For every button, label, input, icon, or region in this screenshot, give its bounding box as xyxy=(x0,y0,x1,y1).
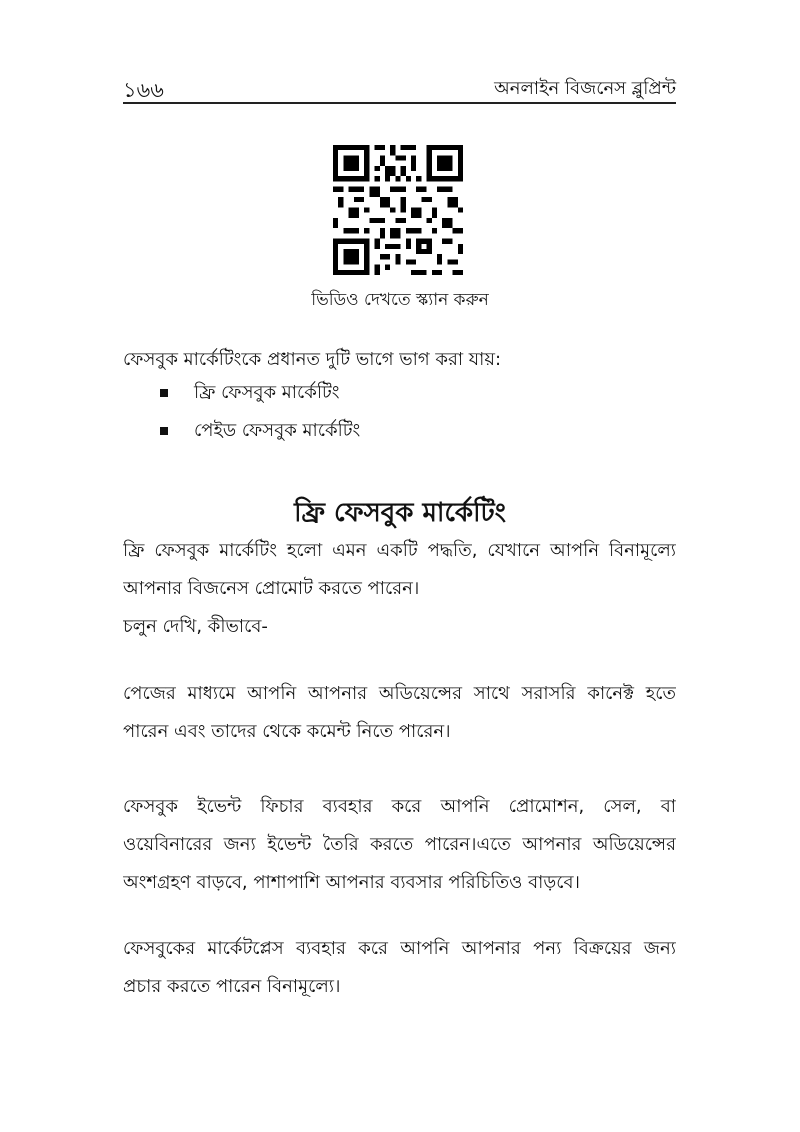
list-item-label: ফ্রি ফেসবুক মার্কেটিং xyxy=(194,382,340,403)
qr-caption: ভিডিও দেখতে স্ক্যান করুন xyxy=(311,290,489,310)
paragraph-line: প্রচার করতে পারেন বিনামূল্যে। xyxy=(123,976,341,997)
qr-code-icon xyxy=(333,145,463,275)
page-header xyxy=(123,72,676,104)
section-heading: ফ্রি ফেসবুক মার্কেটিং xyxy=(294,498,506,528)
paragraph-page xyxy=(123,675,676,751)
page-number: ১৬৬ xyxy=(123,78,164,102)
header-rule xyxy=(123,102,676,104)
bullet-square-icon xyxy=(160,427,168,435)
list-item-label: পেইড ফেসবুক মার্কেটিং xyxy=(194,420,361,441)
list-item xyxy=(160,378,360,416)
paragraph-line: চলুন দেখি, কীভাবে- xyxy=(123,616,268,637)
bullet-square-icon xyxy=(160,389,168,397)
paragraph-line: ফ্রি ফেসবুক মার্কেটিং হলো এমন একটি পদ্ধতি, যেখানে আপনি বিনামূল্যে xyxy=(123,540,676,561)
paragraph-events xyxy=(123,788,676,902)
paragraph-line: ওয়েবিনারের জন্য ইভেন্ট তৈরি করতে পারেন।এতে আপনার অডিয়েন্সের xyxy=(123,834,676,855)
paragraph-line: আপনার বিজনেস প্রোমোট করতে পারেন। xyxy=(123,578,420,599)
paragraph-line: ফেসবুকের মার্কেটপ্লেস ব্যবহার করে আপনি আপনার পন্য বিক্রয়ের জন্য xyxy=(123,938,676,959)
paragraph-line: অংশগ্রহণ বাড়বে, পাশাপাশি আপনার ব্যবসার পরিচিতিও বাড়বে। xyxy=(123,872,580,893)
paragraph-free-marketing xyxy=(123,532,676,646)
running-title: অনলাইন বিজনেস ব্লুপ্রিন্ট xyxy=(494,78,676,99)
paragraph-line: পেজের মাধ্যমে আপনি আপনার অডিয়েন্সের সাথে সরাসরি কানেক্ট হতে xyxy=(123,683,676,704)
paragraph-marketplace xyxy=(123,930,676,1006)
bullet-list xyxy=(160,378,360,454)
intro-text: ফেসবুক মার্কেটিংকে প্রধানত দুটি ভাগে ভাগ করা যায়: xyxy=(123,349,502,370)
paragraph-line: ফেসবুক ইভেন্ট ফিচার ব্যবহার করে আপনি প্রোমোশন, সেল, বা xyxy=(123,796,676,817)
paragraph-line: পারেন এবং তাদের থেকে কমেন্ট নিতে পারেন। xyxy=(123,721,451,742)
list-item xyxy=(160,416,360,454)
